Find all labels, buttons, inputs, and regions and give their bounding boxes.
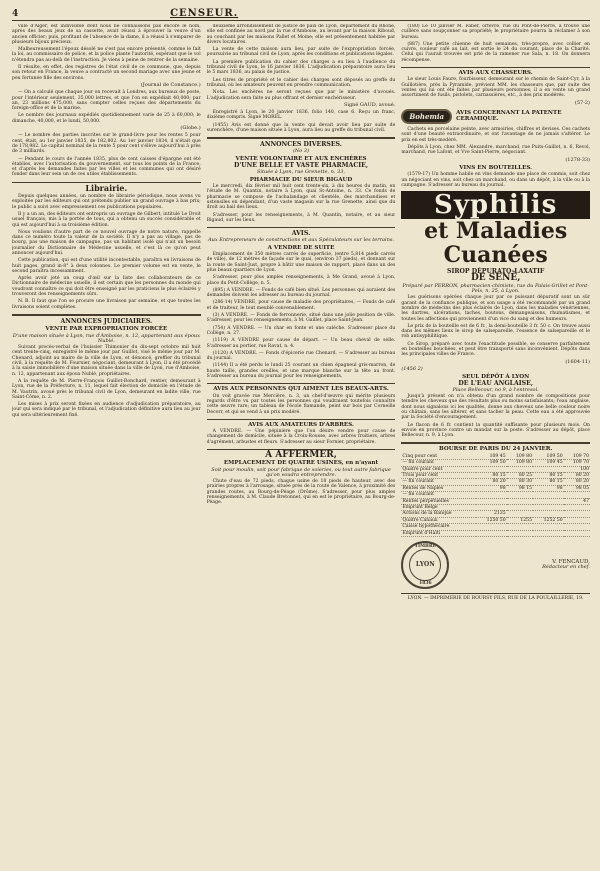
column-2 [207, 24, 396, 856]
ad-text: (1120) A VENDRE. — Fonds d'épicerie rue Chenard. — S'adresser au bureau du journal. [206, 350, 396, 362]
signature: Signé GAUD, avoué. [343, 101, 396, 108]
bourse-value: 109 70 [564, 460, 590, 466]
bourse-value: 80 15 [533, 472, 564, 478]
section-title-librairie: Librairie. [85, 182, 128, 193]
divider [207, 419, 396, 420]
bourse-value: 109 80 [507, 460, 533, 466]
bourse-value: 80 15 [533, 479, 564, 485]
ad-text: La première publication du cahier des charges a eu lieu à l'audience du tribunal civil de Lyon, le 16 janvier 1836. L'adjudication préparatoire aura lieu le 5 mars 1836, au palais de justice. [206, 59, 396, 76]
ad-heading: D'UNE BELLE ET VASTE PHARMACIE, [233, 162, 369, 170]
ad-text: Les mises à prix seront fixées en audience d'adjudication préparatoire, au jour qui sera indiqué par le tribunal, et l'adjudication définitive aura lieu au jour qui sera ultérieurement fixé. [12, 402, 201, 418]
article-paragraph: Après avoir jeté un coup d'œil sur la liste des collaborateurs de ce Dictionnaire de médecine usuelle, il est certain que les personnes du monde qui voudront connaître ce qui doit être enseigné par les praticiens le plus éclairés y trouveront des renseignements sûrs. [12, 276, 201, 298]
ad-heading: DE SÉNÉ, [470, 273, 521, 284]
article-paragraph: — Pendant le cours de l'année 1835, plus de cent caisses d'épargne ont été établies, avec l'autorisation du gouvernement, sur tous les points de la France, et d'après les demandes faites par les villes et les communes qui ont désiré fonder dans leur sein un de ces utiles établissements. [12, 156, 201, 178]
ad-text: Jusqu'à présent on n'a obtenu d'un grand nombre de compositions pour teindre les cheveux que des résultats plus ou moins satisfaisants; l'eau anglaise, dont nous signalons ici les qualités, donne aux cheveux une belle couleur noire ou châtain, sans les altérer, et sans tacher la peau. Cette eau a été approuvée par la Société d'encouragement. [401, 394, 591, 421]
bourse-label: Quatre pour cent [401, 466, 476, 472]
ad-text: (754) A VENDRE. — Un char en fonte et une calèche. S'adresser place du Collège, n. 27. [206, 325, 396, 336]
bourse-value: 80 20 [476, 479, 507, 485]
ad-text: Le flacon de 6 fr. contient la quantité suffisante pour plusieurs mois. On envoie en province contre un mandat sur la poste. S'adresser au dépôt, place Bellecour, n. 9, à Lyon. [401, 422, 591, 439]
bourse-label: Rentes perpétuelles [401, 498, 476, 504]
ad-subheading: D'une maison située à Lyon, rue d'Amboise, n. 12, appartenant aux époux Nublé. [12, 332, 200, 344]
ad-heading: PHARMACIE DU SIEUR BIGAUD [249, 176, 353, 183]
ad-heading: VENTE PAR EXPROPRIATION FORCÉE [45, 326, 168, 333]
ad-text: Cachets en porcelaine peinte, avec armoiries, chiffres et devises. Ces cachets sont d'une beauté extraordinaire, et ont l'avantage de ne jamais s'altérer. Le prix en est très-modéré. [401, 127, 591, 143]
ad-text: Nota. Les enchères ne seront reçues que par le ministère d'avoués. L'adjudication sera faite au plus offrant et dernier enchérisseur. [206, 90, 396, 101]
ad-text: Le prix de la bouteille est de 6 fr., la demi-bouteille 3 fr. 50 c. On trouve aussi dans les mêmes lieux le sirop de salsepareille, l'essence de salsepareille et le rob antisyphilitique. [401, 323, 591, 340]
ad-heading: VENTE VOLONTAIRE ET AUX ENCHÈRES [235, 155, 367, 162]
section-title-annonces-judiciaires: ANNONCES JUDICIAIRES. [60, 317, 153, 325]
bourse-label: Emprunt d'Haïti [401, 530, 476, 536]
stamp-text: TIMBRE [414, 543, 437, 549]
bourse-label: Emprunt Belge [401, 504, 476, 510]
bourse-value [564, 530, 590, 536]
bourse-value: 80 20 [564, 479, 590, 485]
stamp-text: LYON [415, 561, 435, 569]
bourse-value: 98 05 [564, 485, 590, 491]
bourse-value: 100 [564, 466, 590, 472]
table-row [401, 479, 590, 485]
ad-text: Enregistré à Lyon, le 20 janvier 1836, folio 140, case 6. Reçu un franc, dixième compris. Signé MOREL. [206, 110, 396, 121]
ad-text: Emplacement de 350 mètres carrés de superficie, (entre 5,814 pieds carrés de ville), de 12 mètres de façade sur le quai, (environ 37 pieds), et donnant sur la route de Saint-Just, propre à bâtir une maison de rapport, placé dans un des plus beaux quartiers de Lyon. [206, 252, 396, 273]
ad-text: S'adresser, pour plus amples renseignements, à Me Grand, avoué à Lyon, place du Petit-Collège, n. 5. [206, 275, 396, 286]
ad-text: La vente de cette maison aura lieu, par suite de l'expropriation forcée, poursuivie au tribunal civil de Lyon, après les conditions et publications légales. [206, 47, 396, 58]
table-row [401, 460, 590, 466]
divider [207, 383, 396, 384]
article-paragraph: ville d'Alger, est indivisible dont nous ne connaissons pas encore le nom, après des beaux jeux de sa cassette, avait réussi à éprouver la veuve d'un ancien officier; puis, profitant de l'absence de la dame, il a réussi à s'emparer de plusieurs bijoux précieux. [12, 24, 201, 45]
table-row [401, 517, 590, 523]
divider [12, 314, 201, 316]
bourse-value: 109 45 [476, 454, 507, 460]
article-paragraph: — On a calculé que chaque jour on recevait à Londres, aux bureaux de poste, pour l'intérieur seulement, 35,000 lettres, et que l'on en expédiait 40,000; par an, 23 millions 475,000, sans compter celles reçues des départements du foreign-office et de la marine. [12, 90, 201, 112]
ad-text: (1455) Avis est donné que la vente qui devait avoir lieu par suite de surenchère, d'une maison située à Lyon, aura lieu au greffe du tribunal civil. [206, 122, 396, 134]
ad-text: Dépôts à Lyon, chez MM. Alexandre, marchand, rue Puits-Gaillot, n. 6, Revol, marchand, rue Lafont, et Vve Saint-Pierre, négociant. [401, 145, 591, 156]
ad-text: S'adresser, pour les renseignements, à M. Quantin, notaire, et au sieur Bigaud, sur les lieux. [206, 212, 396, 223]
bourse-label: Quatre Canaux [401, 517, 476, 523]
column-3 [401, 24, 590, 856]
ad-headline-syphilis: Syphilis [401, 191, 590, 219]
bourse-label: — fin courant [401, 460, 476, 466]
editor-signature [542, 560, 590, 571]
ad-heading: VINS EN BOUTEILLES. [459, 164, 533, 171]
ad-text: (1579-17) Un homme habile en vins demande une place de commis, soit chez un négociant en vins, soit chez un marchand, ou dans un dépôt, à la ville ou à la campagne. S'adresser au bureau du journal. [401, 172, 591, 188]
bourse-value: 109 45 [533, 460, 564, 466]
divider [401, 67, 590, 68]
table-row [401, 454, 590, 460]
article-paragraph: — Le nombre des parties inscrites sur le grand-livre pour les rentes 5 pour cent, était, au 1er janvier 1835, de 182,802. Au 1er janvier 1834, il n'était que de 178,982. Le capital nominal de la rente 5 pour cent s'élève aujourd'hui à près de 3 milliards. [12, 133, 201, 155]
article-paragraph: Depuis quelques années, un nombre de librairie périodique, nous avons vu exploitée par les éditeurs qui ont prétendu publier un grand ouvrage à bas prix; le public a suivi avec empressement ces publications populaires. [12, 194, 201, 210]
ad-subheading: Soit pour moulin, soit pour fabrique de soieries, ou tout autre fabrique qu'on voudra entreprendre. [211, 466, 391, 478]
bourse-value: 98 [476, 485, 507, 491]
closing-block [401, 541, 590, 589]
ad-subheading: Située à Lyon, rue Grenette, n. 33, [257, 168, 345, 175]
bourse-value: 1255 [507, 517, 533, 523]
ad-ref: (1278-33) [565, 156, 591, 163]
bourse-label: — fin courant [401, 492, 476, 498]
bourse-value: 80 30 [507, 479, 533, 485]
ad-headline-maladies: et Maladies Cuanées [424, 218, 568, 269]
bourse-label: Rentes de Naples [401, 485, 476, 491]
article-paragraph: Malheureusement l'époux désolé ne s'est pas encore présenté, comme le fait la loi, au commissaire de police, et la police plante l'autorité, espérant que le vol n'étendra pas au-delà de l'instruction. Je viens à peine de rentrer de la semaine. [12, 47, 201, 63]
bourse-value: 109 50 [533, 454, 564, 460]
ad-heading: AVIS AUX CHASSEURS. [458, 70, 533, 77]
article-paragraph: Cette publication, qui est d'une utilité incontestable, paraîtra en livraisons de huit pages, grand in-8° à deux colonnes. Le premier volume est en vente, le second paraîtra incessamment. [12, 258, 201, 274]
article-paragraph: Il résulte, en effet, des registres de l'état civil de ce commune, que, depuis son retour en France, la veuve a contracté un second mariage avec une jeune et peu fortunée fille des environs. [12, 65, 201, 81]
table-row [401, 472, 590, 478]
bourse-table [401, 454, 590, 537]
bourse-value: 109 80 [507, 454, 533, 460]
column-1 [12, 24, 201, 856]
ad-text: deuxième arrondissement de justice de paix de Lyon, département du Rhône, elle est confinée au nord par la rue d'Amboise, au levant par la maison Riboud, au couchant par les maisons Pallet et Moine; elle est présentement habitée par divers locataires. [206, 24, 396, 45]
postal-stamp [401, 541, 449, 589]
stamp-text: 1836 [419, 581, 432, 587]
ad-heading: AVIS. [291, 230, 311, 238]
table-row [401, 530, 590, 536]
stamp-ring [409, 549, 441, 581]
bourse-value: 98 15 [507, 485, 533, 491]
ad-subheading: Préparé par PERRON, pharmacien-chimiste, rue du Palais-Grillet et Pont-Pels, n. 25, à Lyon. [402, 282, 589, 295]
ad-text: A VENDRE. — Une pépinière que l'on désire vendre pour cause de changement de domicile, située à la Croix-Rousse, avec arbres fruitiers, arbres d'agrément, arbustes et fleurs. S'adresser au sieur Fornier, propriétaire. [206, 429, 396, 445]
article-note: N. B. Il faut que l'on se procure une livraison par semaine, et que toutes les livraisons soient complètes. [12, 299, 201, 310]
section-title-annonces-diverses: ANNONCES DIVERSES. [260, 141, 342, 149]
ad-ref: (57-2) [574, 99, 591, 106]
ad-text: Les titres de propriété et le cahier des charges sont déposés au greffe du tribunal, où les amateurs peuvent en prendre communication. [206, 77, 396, 88]
bourse-value: 109 70 [564, 454, 590, 460]
bourse-value: 80 20 [564, 472, 590, 478]
ad-text: (180) Le 10 janvier M. Faber, orfèvre, rue du Pont-de-Pierre, a trouvé une cuillère sans soupçonner sa propriété; le propriétaire pourra la réclamer à son bureau. [401, 24, 591, 40]
ad-text: Le sieur Louis Faure, fourbisseur, demeurant sur le chemin de Saint-Cyr, à la Guillotière, près la Pyramide, prévient MM. les chasseurs que, par suite des ventes qui lui ont été faites par plusieurs personnes, il a en vente un grand assortiment de fusils, pistolets, carnassières, etc., à des prix modérés. [401, 77, 591, 99]
ad-text: Ce Sirop, préparé avec toute l'exactitude possible, se conserve parfaitement en bouteilles bouchées, et peut être transporté sans inconvénient. Dépôts dans les principales villes de France. [401, 341, 591, 358]
ad-text: (895) A VENDRE. — Fonds de café bien situé. Les personnes qui auraient des demandes doivent les adresser au bureau du journal. [206, 287, 396, 299]
source-credit: (Globe.) [180, 125, 201, 132]
bourse-value: 109 50 [476, 460, 507, 466]
bourse-label: Trois pour cent [401, 472, 476, 478]
bourse-label: Caisse hypothécaire [401, 524, 476, 530]
ad-heading: AVIS AUX AMATEURS D'ARBRES. [248, 421, 354, 428]
newspaper-title: CENSEUR. [170, 8, 239, 19]
ad-text: (3) A VENDRE. — Fonds de ferronnerie, situé dans une jolie position de ville. S'adresser, pour les renseignements, à M. Gaillet, place Saint-Jean. [206, 313, 396, 324]
bourse-label: — fin courant [401, 479, 476, 485]
bourse-value [533, 530, 564, 536]
printer-footer: LYON. — IMPRIMERIE DE BOURSY FILS, RUE DE LA POULAILLERIE, 19. [401, 593, 590, 601]
ad-heading: AVIS CONCERNANT LA PATENTE CERAMIQUE. [456, 110, 562, 122]
ad-ref: (1456 2) [401, 365, 423, 372]
brand-logo: Bohemia [401, 109, 452, 124]
divider [401, 442, 590, 444]
bourse-value [507, 530, 533, 536]
editor-role: Rédacteur en chef. [542, 564, 591, 571]
bourse-value [476, 530, 507, 536]
ad-subheading: EMPLACEMENT DE QUATRE USINES, en n'ayant [223, 460, 379, 467]
ad-text: (1119) A VENDRE pour cause de départ. — Un beau cheval de selle. S'adresser au portier, rue Ravat, n. 4. [206, 338, 396, 349]
divider [207, 227, 396, 228]
bourse-value: 1252 50 [533, 517, 564, 523]
ad-heading: A VENDRE DE SUITE [267, 244, 335, 251]
ad-text: Chute d'eau de 72 pieds, chaque usine de 18 pieds de hauteur, avec des prairies propres à l'arrosage, située près de la route de Valence, à proximité des grandes routes, au Bourg-de-Péage (Drôme). S'adresser, pour plus amples renseignements, à M. Claude Bretonnet, qui en est le propriétaire, au Bourg-de-Péage. [206, 479, 396, 506]
ad-text: On voit gravée rue Mercière, n. 3, un chef-d'œuvre qui mérite plusieurs regards d'être vu par toutes les personnes qui voudraient toutefois connaître cette œuvre rare; un tableau de l'école flamande, peint sur bois par Corneille Decorr, et qui se vend à un prix modéré. [206, 393, 396, 415]
ad-ref: (No 3) [292, 147, 310, 154]
bourse-value: 1250 50 [476, 517, 507, 523]
bourse-value: 2135 [476, 511, 507, 517]
ad-heading: AVIS AUX PERSONNES QUI AIMENT LES BEAUX-ARTS. [213, 386, 389, 393]
masthead [12, 4, 590, 21]
bourse-value: 98 [533, 485, 564, 491]
ad-heading: DE L'EAU ANGLAISE, [458, 380, 534, 388]
bourse-value: 47 [564, 498, 590, 504]
ad-subheading: Aux Entrepreneurs de constructions et aux Spéculateurs sur les terrains. [208, 236, 394, 243]
ad-text: (286-14) VENDRE, pour cause de maladie des propriétaires, — Fonds de café et de traiteur, le tout meublé convenablement. [206, 300, 396, 311]
article-paragraph: Nous voulions d'autre part de ce nouvel ouvrage de notre nature, rappelle dans ce numéro toute la valeur de la société. Il n'y a pas au village, pas de bourg, pas une maison de campagne, pas un habitant isolé qui n'ait un besoin journalier du Dictionnaire de Médecine usuelle, et c'est là ce qu'on peut annoncer aujourd'hui. [12, 229, 201, 256]
page-number: 4 [12, 9, 19, 19]
article-paragraph: Le nombre des journaux expédiés quotidiennement varie de 25 à 60,000; le dimanche, 40,000, et le lundi, 50,000. [12, 113, 201, 124]
ad-text: (887) Une petite chienne de huit semaines, très-propre, avec collier en cuivre, couleur café au lait, est sortie le 24 du courant, place de la Charité. Celui qui l'aurait trouvée est prié de la ramener rue Sala, n. 18. On donnera récompense. [401, 41, 591, 63]
ad-subheading: Place Bellecour, no 9, à l'entresol. [452, 386, 539, 393]
ad-logo-block [401, 109, 590, 124]
ad-text: Les guérisons opérées chaque jour par ce puissant dépuratif sont un sûr garant de la confiance publique, et son usage a été recommandé par un grand nombre de médecins des plus éclairés de Lyon, dans les maladies vénériennes, les dartres, ulcérations, taches, boutons, démangeaisons, rhumatismes, et toutes les affections qui proviennent d'un vice du sang et des humeurs. [401, 295, 591, 322]
bourse-value: 80 15 [476, 472, 507, 478]
bourse-label: Cinq pour cent [401, 454, 476, 460]
bourse-value: 80 25 [507, 472, 533, 478]
ad-text: Le mercredi, dix février mil huit cent trente-six, à dix heures du matin, en l'étude de M. Quantin, notaire à Lyon, quai St-Antoine, n. 33. Ce fonds de pharmacie se compose de l'achalandage et clientèle, des marchandises et ustensiles en dépendant, d'un vaste magasin sur la rue Grenette, ainsi que du droit au bail des lieux. [206, 184, 396, 211]
ad-text: A la requête de M. Pierre-François Guillot-Ronchard, rentier, demeurant à Lyon, rue de la Préfecture, n. 11, lequel fait élection de domicile en l'étude de M. Vautrin, avoué près le tribunal civil de Lyon, demeurant en ladite ville, rue Saint-Côme, n. 2. [12, 378, 201, 400]
bourse-label: Actions de la Banque [401, 511, 476, 517]
article-paragraph: Il y a un an, des éditeurs ont entrepris un ouvrage de Gilbert, intitulé Le Droit usuel français, mis à la portée de tous, qui a obtenu un succès considérable et qui est aujourd'hui à sa troisième édition. [12, 211, 201, 228]
divider [207, 137, 396, 139]
ad-text: Suivant procès-verbal de l'huissier Thimonier du dix-sept octobre mil huit cent trente-cinq, enregistré le même jour par Guillot, visé le même jour par M. Chenard, adjoint au maire de la ville de Lyon, et dénoncé, greffier du tribunal civil, à la requête de M. Fournier, négociant, demeurant à Lyon, il a été procédé à la saisie immobilière d'une maison située dans la ville de Lyon, rue d'Amboise, n. 12, appartenant aux époux Nublé, propriétaires. [12, 345, 201, 377]
source-credit: (Journal de Constance.) [140, 81, 201, 88]
ad-heading: A AFFERMER, [265, 450, 337, 460]
editor-name: V. FENCAUD, [552, 558, 591, 565]
ad-ref: (1604-11) [565, 358, 591, 365]
ad-text: (1144) Il a été perdu le lundi 25 courant un chien épagneul gris-marron, de haute taille, grandes oreilles, et une marque blanche sur la tête au front. S'adresser au bureau du journal pour les renseignements. [206, 363, 396, 380]
bourse-title: BOURSE DE PARIS DU 24 JANVIER. [439, 446, 553, 453]
ad-heading: SIROP DÉPURATO-LAXATIF [447, 268, 545, 276]
ad-heading: SEUL DÉPÔT À LYON [462, 374, 530, 381]
